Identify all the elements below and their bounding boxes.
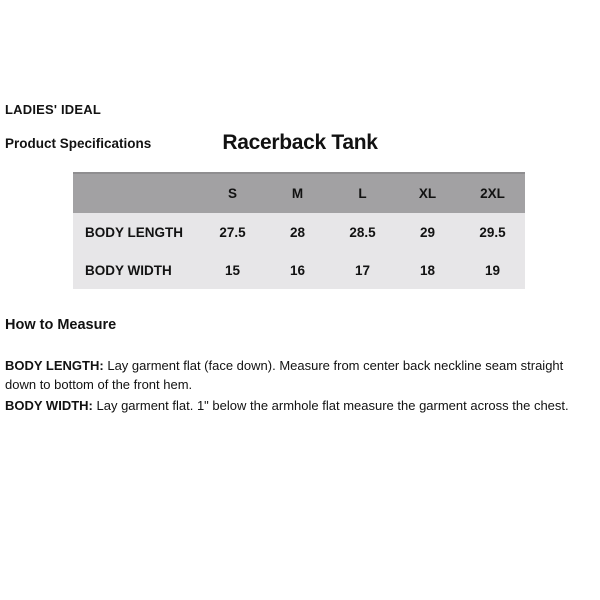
how-to-measure-heading: How to Measure xyxy=(5,317,117,333)
body-length-m: 28 xyxy=(289,224,306,240)
body-length-instruction-text: Lay garment flat (face down). Measure from center back neckline seam straight down to bottom of the front hem. xyxy=(5,358,564,392)
column-header-2xl: 2XL xyxy=(480,186,505,201)
table-row-body-width xyxy=(73,251,525,289)
brand-name: LADIES' IDEAL xyxy=(5,102,101,117)
size-spec-table xyxy=(73,172,525,289)
row-label-body-width: BODY WIDTH xyxy=(85,262,172,278)
row-label-body-length: BODY LENGTH xyxy=(85,224,184,240)
column-header-xl: XL xyxy=(418,186,437,201)
body-width-s: 15 xyxy=(224,262,241,278)
measure-instructions xyxy=(5,356,597,417)
body-length-xl: 29 xyxy=(419,224,436,240)
body-width-instruction-text: Lay garment flat. 1" below the armhole flat measure the garment across the chest. xyxy=(96,398,569,413)
body-width-xl: 18 xyxy=(419,262,436,278)
body-length-l: 28.5 xyxy=(349,224,376,240)
product-title: Racerback Tank xyxy=(222,131,378,154)
body-length-2xl: 29.5 xyxy=(479,224,506,240)
table-row-body-length xyxy=(73,213,525,251)
body-width-2xl: 19 xyxy=(484,262,501,278)
body-length-instruction xyxy=(5,356,597,394)
table-body xyxy=(73,213,525,289)
body-length-instruction-label: BODY LENGTH: xyxy=(5,358,104,373)
body-width-instruction-label: BODY WIDTH: xyxy=(5,398,93,413)
body-width-m: 16 xyxy=(289,262,306,278)
table-header-row xyxy=(73,172,525,213)
column-header-s: S xyxy=(227,186,237,201)
body-width-l: 17 xyxy=(354,262,371,278)
body-width-instruction xyxy=(5,396,597,415)
product-specifications-label: Product Specifications xyxy=(5,136,152,151)
column-header-l: L xyxy=(358,186,367,201)
column-header-m: M xyxy=(291,186,304,201)
body-length-s: 27.5 xyxy=(219,224,246,240)
